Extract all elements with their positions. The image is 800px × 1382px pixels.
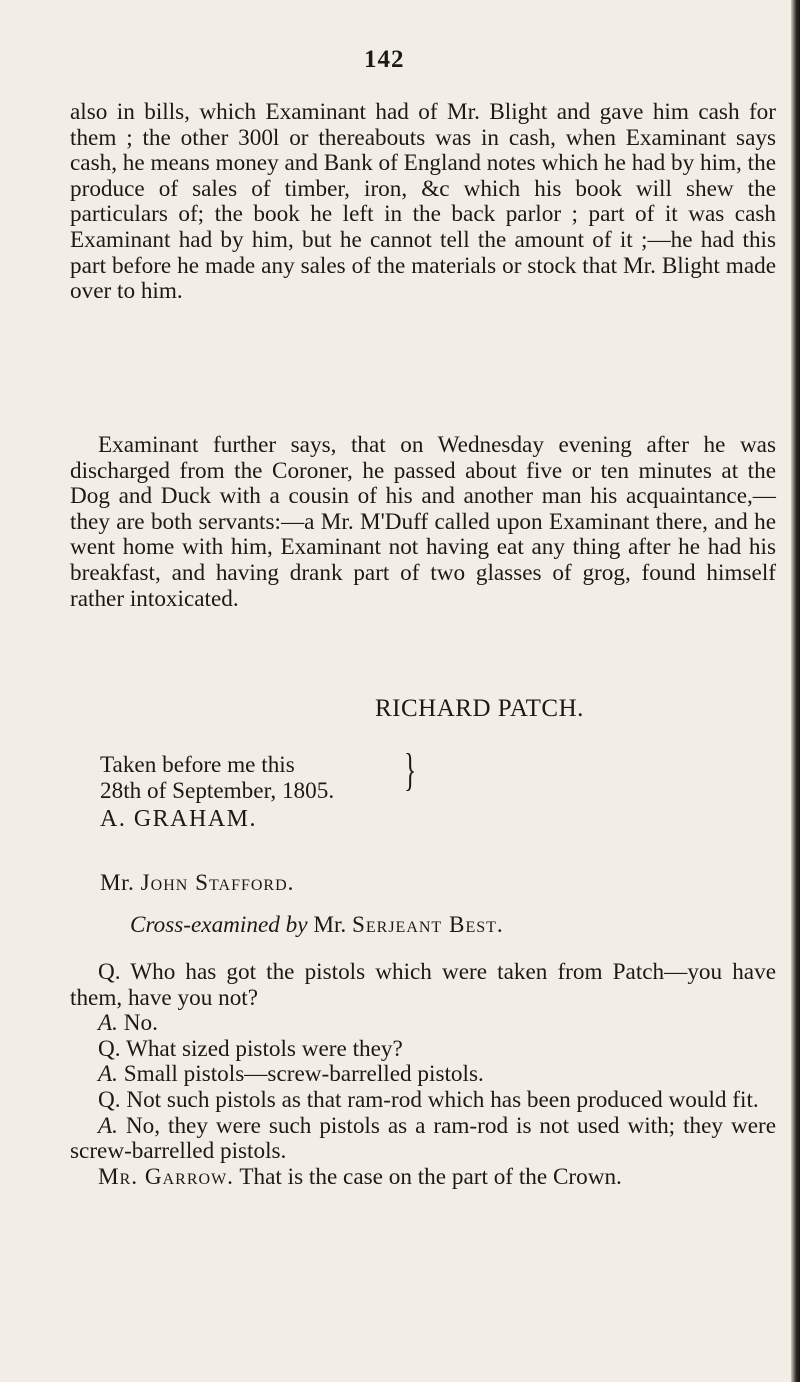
closing-speaker: Mr. Garrow. (98, 1163, 234, 1190)
qa-text: What sized pistols were they? (125, 1035, 403, 1062)
paragraph-wednesday (70, 433, 776, 612)
cross-examiner-name: Serjeant Best. (351, 912, 504, 938)
qa-text: Not such pistols as that ram-rod which has been produced would fit. (126, 1086, 759, 1113)
qa-label: Q. (98, 959, 121, 985)
qa-text: No, they were such pistols as a ram-rod is not used with; they were screw-barrelled pistols. (70, 1112, 776, 1165)
examinant-signature: RICHARD PATCH. (375, 695, 584, 722)
qa-item (70, 960, 776, 1011)
jurat-line-2: 28th of September, 1805. (100, 778, 335, 804)
question-answer-list (70, 960, 776, 1190)
closing-text: That is the case on the part of the Crown. (239, 1163, 622, 1190)
paragraph-continued (70, 100, 776, 305)
witness-name: John Stafford. (140, 870, 295, 896)
qa-text: Small pistols—screw-barrelled pistols. (123, 1061, 484, 1088)
jurat-brace: } (404, 744, 417, 795)
cross-examiner-title: Mr. (313, 912, 347, 938)
paragraph-1-text: also in bills, which Examinant had of Mr. Blight and gave him cash for them ; the other 300l or thereabouts was in cash, when Examinant says cash, he means money and Bank of England notes which he had by him, the produce of sales of timber, iron, &c which his book will shew the particulars of; the book he left in the back parlor ; part of it was cash Examinant had by him, but he cannot tell the amount of it ;—he had this part before he made any sales of the materials or stock that Mr. Blight made over to him. (70, 99, 776, 305)
qa-text: No. (123, 1010, 158, 1037)
qa-label: A. (98, 1112, 118, 1139)
jurat-line-1: Taken before me this (100, 752, 295, 778)
paragraph-2-text: Examinant further says, that on Wednesday evening after he was discharged from the Coroner, he passed about five or ten minutes at the Dog and Duck with a cousin of his and another man his acquaintance,—they are both servants:—a Mr. M'Duff called upon Examinant there, and he went home with him, Examinant not having eat any thing after he had his breakfast, and having drank part of two glasses of grog, found himself rather intoxicated. (70, 432, 776, 612)
cross-examination-heading (130, 912, 504, 939)
qa-label: A. (98, 1010, 118, 1037)
qa-label: Q. (98, 1086, 121, 1113)
witness-heading (100, 870, 294, 897)
jurat (100, 752, 334, 804)
witness-prefix: Mr. (100, 870, 135, 896)
closing-statement (70, 1165, 776, 1191)
page-edge-shadow (791, 0, 800, 1382)
qa-item (70, 1037, 776, 1063)
qa-label: Q. (98, 1035, 121, 1062)
qa-item (70, 1011, 776, 1037)
qa-item (70, 1062, 776, 1088)
qa-text: Who has got the pistols which were taken from Patch—you have them, have you not? (70, 959, 776, 1011)
qa-item (70, 1114, 776, 1165)
page-number: 142 (364, 46, 405, 73)
cross-examined-by: Cross-examined by (130, 912, 308, 938)
magistrate-name: A. GRAHAM. (100, 806, 258, 832)
qa-label: A. (98, 1061, 118, 1088)
qa-item (70, 1088, 776, 1114)
